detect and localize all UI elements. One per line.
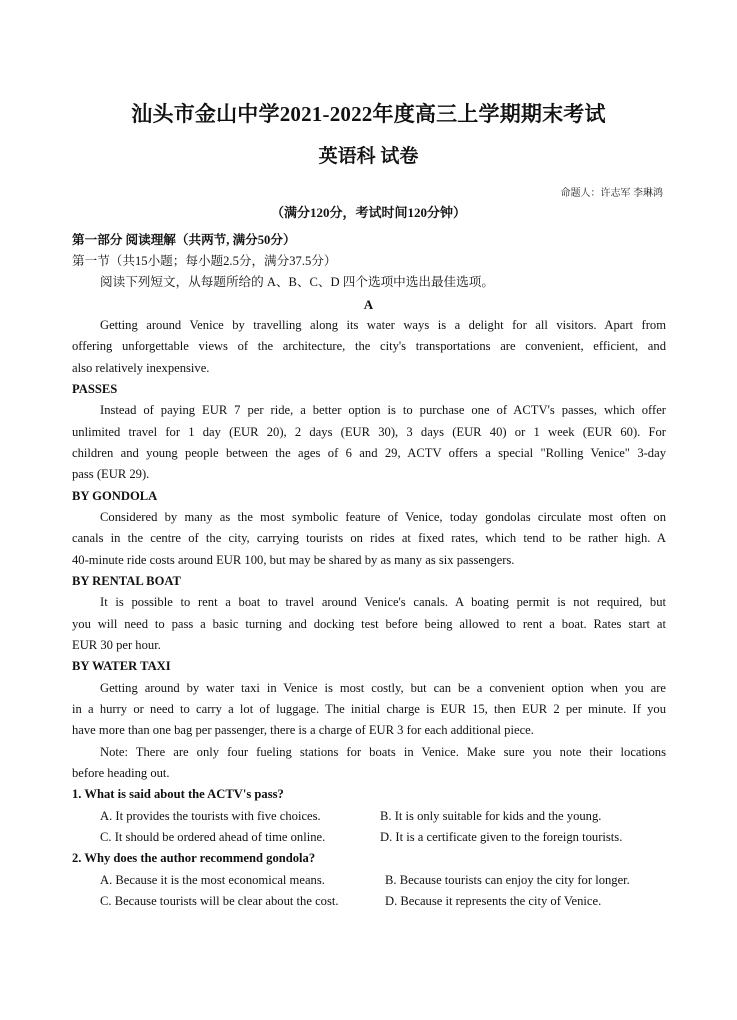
paragraph-line: pass (EUR 29).: [72, 467, 150, 481]
paragraph-line: Instead of paying EUR 7 per ride, a better option is to purchase one of ACTV's passes, which offer: [100, 403, 666, 417]
paragraph-line: Considered by many as the most symbolic feature of Venice, today gondolas circulate most often on: [100, 510, 666, 524]
note-line: Note: There are only four fueling stations for boats in Venice. Make sure you note their locations: [100, 745, 666, 759]
paragraph-line: offering unforgettable views of the architecture, the city's transportations are convenient, efficient, and: [72, 339, 666, 353]
paragraph-line: canals in the centre of the city, carrying tourists on rides at fixed rates, which tend to be rather high. A: [72, 531, 666, 545]
option-a: A. Because it is the most economical means.: [100, 873, 325, 887]
subsection-heading: 第一节（共15小题；每小题2.5分，满分37.5分）: [72, 254, 337, 268]
instruction-text: 阅读下列短文，从每题所给的 A、B、C、D 四个选项中选出最佳选项。: [100, 275, 494, 289]
paragraph-line: you will need to pass a basic turning and docking test before being allowed to rent a boat. Rates start at: [72, 617, 666, 631]
note-line: before heading out.: [72, 766, 170, 780]
paragraph-line: Getting around Venice by travelling along its water ways is a delight for all visitors. Apart from: [100, 318, 666, 332]
option-d: D. Because it represents the city of Venice.: [385, 894, 602, 908]
question-stem: 1. What is said about the ACTV's pass?: [72, 787, 284, 801]
paragraph-line: unlimited travel for 1 day (EUR 20), 2 days (EUR 30), 3 days (EUR 40) or 1 week (EUR 60). For: [72, 425, 666, 439]
option-b: B. Because tourists can enjoy the city for longer.: [385, 873, 630, 887]
paragraph-line: in a hurry or need to carry a lot of luggage. The initial charge is EUR 15, then EUR 2 per minute. If you: [72, 702, 666, 716]
passage-label: A: [363, 297, 374, 312]
paragraph-line: EUR 30 per hour.: [72, 638, 161, 652]
paragraph-line: 40-minute ride costs around EUR 100, but may be shared by as many as six passengers.: [72, 553, 515, 567]
question-stem: 2. Why does the author recommend gondola?: [72, 851, 316, 865]
option-a: A. It provides the tourists with five choices.: [100, 809, 321, 823]
paragraph-line: also relatively inexpensive.: [72, 361, 210, 375]
option-b: B. It is only suitable for kids and the young.: [380, 809, 602, 823]
section-heading-passes: PASSES: [72, 382, 118, 396]
paragraph-line: have more than one bag per passenger, there is a charge of EUR 3 for each additional piece.: [72, 723, 534, 737]
section-heading-gondola: BY GONDOLA: [72, 489, 158, 503]
exam-subtitle: 英语科 试卷: [318, 146, 419, 167]
paragraph-line: It is possible to rent a boat to travel around Venice's canals. A boating permit is not required, but: [100, 595, 666, 609]
section-heading-boat: BY RENTAL BOAT: [72, 574, 181, 588]
option-c: C. Because tourists will be clear about the cost.: [100, 894, 339, 908]
option-c: C. It should be ordered ahead of time online.: [100, 830, 326, 844]
paragraph-line: children and young people between the ages of 6 and 29, ACTV offers a special "Rolling Venice" 3-day: [72, 446, 666, 460]
section-heading-taxi: BY WATER TAXI: [72, 659, 171, 673]
paragraph-line: Getting around by water taxi in Venice is most costly, but can be a convenient option when you are: [100, 681, 666, 695]
part-heading: 第一部分 阅读理解（共两节, 满分50分）: [72, 233, 296, 247]
option-d: D. It is a certificate given to the foreign tourists.: [380, 830, 623, 844]
score-time-line: （满分120分，考试时间120分钟）: [270, 205, 466, 220]
authors-line: 命题人：许志军 李琳鸿: [560, 188, 663, 199]
exam-title: 汕头市金山中学2021-2022年度高三上学期期末考试: [131, 102, 606, 126]
